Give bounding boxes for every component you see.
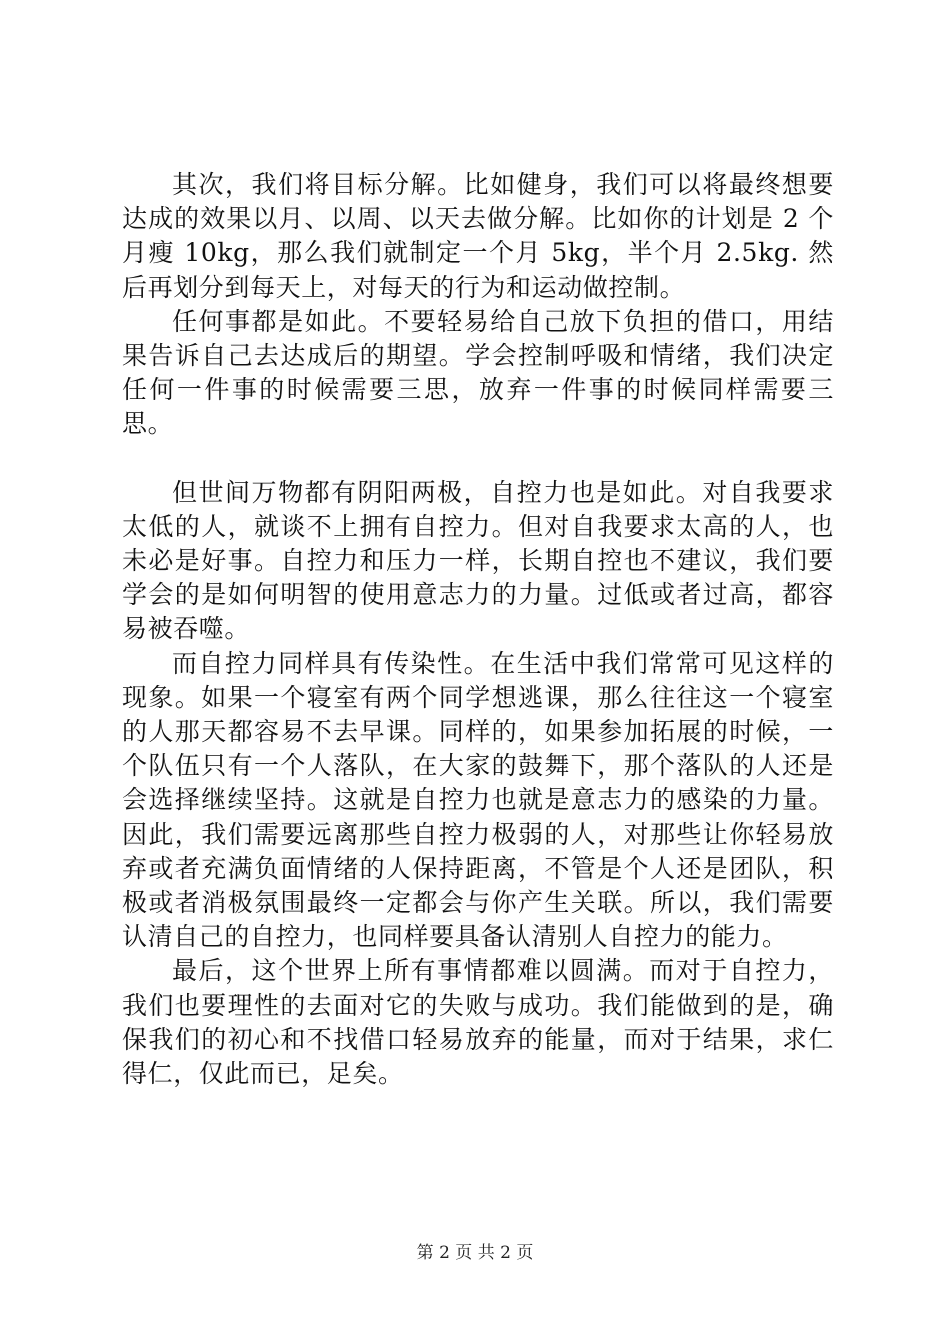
page-number-footer: 第 2 页 共 2 页 (416, 1243, 534, 1263)
paragraph-conclusion: 最后，这个世界上所有事情都难以圆满。而对于自控力，我们也要理性的去面对它的失败与成功。我们能做到的是，确保我们的初心和不找借口轻易放弃的能量，而对于结果，求仁得仁，仅此而已，足矣。 (122, 956, 834, 1089)
paragraph-everything-same: 任何事都是如此。不要轻易给自己放下负担的借口，用结果告诉自己去达成后的期望。学会控制呼吸和情绪，我们决定任何一件事的时候需要三思，放弃一件事的时候同样需要三思。 (122, 306, 834, 439)
paragraph-contagious: 而自控力同样具有传染性。在生活中我们常常可见这样的现象。如果一个寝室有两个同学想逃课，那么往往这一个寝室的人那天都容易不去早课。同样的，如果参加拓展的时候，一个队伍只有一个人落队，在大家的鼓舞下，那个落队的人还是会选择继续坚持。这就是自控力也就是意志力的感染的力量。因此，我们需要远离那些自控力极弱的人，对那些让你轻易放弃或者充满负面情绪的人保持距离，不管是个人还是团队，积极或者消极氛围最终一定都会与你产生关联。所以，我们需要认清自己的自控力，也同样要具备认清别人自控力的能力。 (122, 648, 834, 952)
paragraph-yin-yang: 但世间万物都有阴阳两极，自控力也是如此。对自我要求太低的人，就谈不上拥有自控力。但对自我要求太高的人，也未必是好事。自控力和压力一样，长期自控也不建议，我们要学会的是如何明智的使用意志力的力量。过低或者过高，都容易被吞噬。 (122, 477, 834, 644)
paragraph-goal-breakdown: 其次，我们将目标分解。比如健身，我们可以将最终想要达成的效果以月、以周、以天去做分解。比如你的计划是 2 个月瘦 10kg，那么我们就制定一个月 5kg，半个月 2.5kg. 然后再划分到每天上，对每天的行为和运动做控制。 (122, 170, 834, 302)
document-body (122, 168, 834, 1091)
